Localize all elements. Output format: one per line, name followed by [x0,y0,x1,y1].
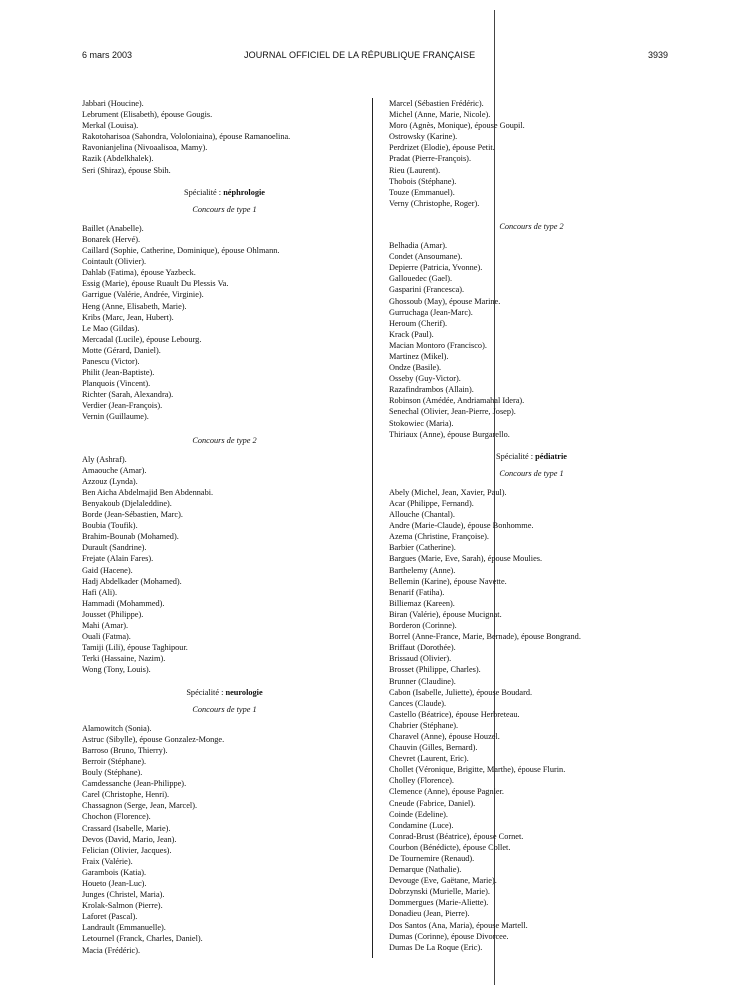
list-item: Biran (Valérie), épouse Mucignat. [389,609,502,619]
list-item: Rakotoharisoa (Sahondra, Vololoniaina), épouse Ramanoelina. [82,132,291,142]
list-item: Thiriaux (Anne), épouse Burgarello. [389,429,510,439]
nephro-type1-list [82,223,367,423]
specialty-value: néphrologie [223,187,265,197]
right-top-list [389,98,674,209]
list-item: Astruc (Sibylle), épouse Gonzalez-Monge. [82,734,225,744]
list-item: Gaid (Hacene). [82,565,133,575]
list-item: Brahim-Bounab (Mohamed). [82,532,179,542]
list-item: Brissaud (Olivier). [389,654,452,664]
list-item: Belhadia (Amar). [389,241,448,251]
list-item: Acar (Philippe, Fernand). [389,499,474,508]
list-item: Benarif (Fatiha). [389,587,445,597]
list-item: Chollet (Véronique, Brigitte, Marthe), épouse Flurin. [389,765,566,775]
list-item: Bellemin (Karine), épouse Navette. [389,576,507,586]
list-item: Ravonianjelina (Nivoaalisoa, Mamy). [82,143,208,153]
list-item: Junges (Christel, Maria). [82,890,165,900]
list-item: Billiemaz (Kareen). [389,598,455,608]
list-item: Krolak-Salmon (Pierre). [82,901,163,911]
list-item: Dos Santos (Ana, Maria), épouse Martell. [389,920,528,930]
list-item: Camdessanche (Jean-Philippe). [82,779,187,789]
list-item: Heng (Anne, Elisabeth, Marie). [82,301,187,311]
list-item: Letournel (Franck, Charles, Daniel). [82,934,203,944]
specialty-label: Spécialité : [186,687,224,697]
list-item: Heroum (Cherif). [389,318,448,328]
list-item: Conrad-Brust (Béatrice), épouse Cornet. [389,831,524,841]
list-item: Kribs (Marc, Jean, Hubert). [82,312,174,322]
list-item: Cholley (Florence). [389,776,454,786]
list-item: Tamiji (Lili), épouse Taghipour. [82,643,188,653]
list-item: Amaouche (Amar). [82,465,147,475]
list-item: Ostrowsky (Karine). [389,132,458,142]
nephro-type2-list [82,454,367,676]
list-item: Chabrier (Stéphane). [389,720,459,730]
list-item: Alamowitch (Sonia). [82,723,152,733]
header-page-number: 3939 [647,50,668,60]
list-item: Moro (Agnès, Monique), épouse Goupil. [389,121,525,131]
list-item: Depierre (Patricia, Yvonne). [389,263,483,273]
list-item: Borrel (Anne-France, Marie, Bernade), épouse Bongrand. [389,632,581,642]
list-item: Durault (Sandrine). [82,543,147,553]
list-item: Hammadi (Mohammed). [82,598,165,608]
list-item: Osseby (Guy-Victor). [389,374,461,384]
list-item: Essig (Marie), épouse Ruault Du Plessis Va. [82,279,229,289]
list-item: Jabbari (Houcine). [82,99,144,108]
list-item: Azzouz (Lynda). [82,476,138,486]
list-item: Motte (Gérard, Daniel). [82,345,161,355]
header-journal-title: JOURNAL OFFICIEL DE LA RÉPUBLIQUE FRANÇAISE [244,50,476,60]
list-item: Planquois (Vincent). [82,379,151,389]
list-item: Coinde (Edeline). [389,809,448,819]
list-item: Cances (Claude). [389,698,447,708]
list-item: Landrault (Emmanuelle). [82,923,166,933]
list-item: Ouali (Fatma). [82,632,131,642]
list-item: Verny (Christophe, Roger). [389,198,480,208]
list-item: Benyakoub (Djelaleddine). [82,499,172,508]
list-item: Hadj Abdelkader (Mohamed). [82,576,182,586]
list-item: Brosset (Philippe, Charles). [389,665,481,675]
list-item: Gasparini (Francesca). [389,285,465,295]
pedia-type1-list [389,487,674,953]
list-item: Fraix (Valérie). [82,856,133,866]
list-item: Courbon (Bénédicte), épouse Collet. [389,842,511,852]
list-item: De Tournemire (Renaud). [389,854,475,863]
list-item: Seri (Shiraz), épouse Sbih. [82,165,171,175]
list-item: Bouly (Stéphane). [82,768,143,778]
specialty-heading-pediatrie [389,451,674,462]
concours-heading: Concours de type 1 [192,204,257,214]
specialty-heading-nephrologie [82,187,367,198]
list-item: Borderon (Corinne). [389,621,457,631]
list-item: Ben Aicha Abdelmajid Ben Abdennabi. [82,487,214,497]
list-item: Devouge (Eve, Gaëtane, Marie). [389,876,497,886]
list-item: Bargues (Marie, Eve, Sarah), épouse Moulies. [389,554,543,564]
list-item: Cointault (Olivier). [82,257,147,267]
list-item: Caillard (Sophie, Catherine, Dominique), épouse Ohlmann. [82,246,280,256]
list-item: Condet (Ansoumane). [389,252,463,262]
list-item: Borde (Jean-Sébastien, Marc). [82,510,183,520]
list-item: Razafindrambos (Allain). [389,385,474,395]
concours-heading: Concours de type 1 [192,704,257,714]
list-item: Hafi (Ali). [82,587,118,597]
list-item: Dommergues (Marie-Aliette). [389,898,489,908]
list-item: Jousset (Philippe). [82,609,144,619]
list-item: Chochon (Florence). [82,812,151,822]
list-item: Cneude (Fabrice, Daniel). [389,798,476,808]
list-item: Perdrizet (Elodie), épouse Petit. [389,143,495,153]
list-item: Carel (Christophe, Henri). [82,790,170,800]
list-item: Laforet (Pascal). [82,912,138,922]
list-item: Baillet (Anabelle). [82,223,144,233]
list-item: Felician (Olivier, Jacques). [82,845,172,855]
neuro-type2-list [389,240,674,440]
list-item: Boubia (Toufik). [82,521,138,531]
list-item: Briffaut (Dorothée). [389,643,456,653]
right-column [389,98,674,953]
list-item: Rieu (Laurent). [389,165,441,175]
list-item: Mercadal (Lucile), épouse Lebourg. [82,334,202,344]
list-item: Gallouedec (Gael). [389,274,453,284]
list-item: Lebrument (Elisabeth), épouse Gougis. [82,110,213,120]
list-item: Devos (David, Mario, Jean). [82,834,177,844]
list-item: Ghossoub (May), épouse Marine. [389,296,501,306]
specialty-value: pédiatrie [535,451,567,461]
list-item: Barroso (Bruno, Thierry). [82,745,168,755]
list-item: Thobois (Stéphane). [389,176,457,186]
list-item: Charavel (Anne), épouse Houzel. [389,731,500,741]
list-item: Vernin (Guillaume). [82,412,149,422]
list-item: Andre (Marie-Claude), épouse Bonhomme. [389,521,534,531]
list-item: Senechal (Olivier, Jean-Pierre, Josep). [389,407,516,417]
list-item: Michel (Anne, Marie, Nicole). [389,110,491,120]
list-item: Ondze (Basile). [389,363,442,373]
concours-heading: Concours de type 2 [192,435,257,445]
list-item: Allouche (Chantal). [389,510,455,520]
list-item: Berroir (Stéphane). [82,756,147,766]
list-item: Garrigue (Valérie, Andrée, Virginie). [82,290,204,300]
list-item: Castello (Béatrice), épouse Herbreteau. [389,709,520,719]
left-column [82,98,367,956]
list-item: Clemence (Anne), épouse Pagnier. [389,787,504,797]
list-item: Chevret (Laurent, Eric). [389,754,469,764]
header-date: 6 mars 2003 [82,50,133,60]
list-item: Cabon (Isabelle, Juliette), épouse Boudard. [389,687,533,697]
specialty-heading-neurologie [82,687,367,698]
list-item: Pradat (Pierre-François). [389,154,472,164]
list-item: Condamine (Luce). [389,820,454,830]
list-item: Chassagnon (Serge, Jean, Marcel). [82,801,198,811]
list-item: Barthelemy (Anne). [389,565,456,575]
list-item: Mahi (Amar). [82,621,129,631]
list-item: Razik (Abdelkhalek). [82,154,154,164]
list-item: Dobrzynski (Murielle, Marie). [389,887,490,897]
page-header [82,50,668,64]
list-item: Houeto (Jean-Luc). [82,879,147,888]
list-item: Martinez (Mikel). [389,351,449,361]
list-item: Chauvin (Gilles, Bernard). [389,743,478,753]
list-item: Demarque (Nathalie). [389,865,462,875]
specialty-label: Spécialité : [184,187,222,197]
left-top-list [82,98,367,176]
list-item: Touze (Emmanuel). [389,187,455,197]
column-divider [372,98,373,958]
list-item: Stokowiec (Maria). [389,418,454,428]
list-item: Macian Montoro (Francisco). [389,340,487,350]
specialty-label: Spécialité : [496,451,534,461]
list-item: Verdier (Jean-François). [82,401,163,411]
list-item: Dahlab (Fatima), épouse Yazbeck. [82,268,196,278]
list-item: Merkal (Louisa). [82,121,139,131]
list-item: Macia (Frédéric). [82,945,141,955]
concours-heading: Concours de type 2 [499,221,564,231]
specialty-value: neurologie [225,687,263,697]
list-item: Abely (Michel, Jean, Xavier, Paul). [389,487,507,497]
list-item: Terki (Hassaine, Nazim). [82,654,166,664]
list-item: Marcel (Sébastien Frédéric). [389,99,484,108]
list-item: Barbier (Catherine). [389,543,456,553]
list-item: Azema (Christine, Françoise). [389,532,489,542]
list-item: Wong (Tony, Louis). [82,665,151,675]
list-item: Bonarek (Hervé). [82,234,141,244]
list-item: Gurruchaga (Jean-Marc). [389,307,473,317]
list-item: Crassard (Isabelle, Marie). [82,823,171,833]
neuro-type1-list [82,723,367,956]
list-item: Brunner (Claudine). [389,676,456,686]
list-item: Dumas De La Roque (Eric). [389,942,483,952]
list-item: Donadieu (Jean, Pierre). [389,909,470,919]
list-item: Philit (Jean-Baptiste). [82,368,155,378]
list-item: Frejate (Alain Fares). [82,554,154,564]
list-item: Panescu (Victor). [82,356,140,366]
list-item: Krack (Paul). [389,329,434,339]
concours-heading: Concours de type 1 [499,468,564,478]
list-item: Le Mao (Gildas). [82,323,140,333]
list-item: Garambois (Katia). [82,867,147,877]
list-item: Richter (Sarah, Alexandra). [82,390,174,400]
list-item: Aly (Ashraf). [82,454,127,464]
list-item: Robinson (Amédée, Andriamahal Idera). [389,396,525,406]
list-item: Dumas (Corinne), épouse Divorcee. [389,931,509,941]
